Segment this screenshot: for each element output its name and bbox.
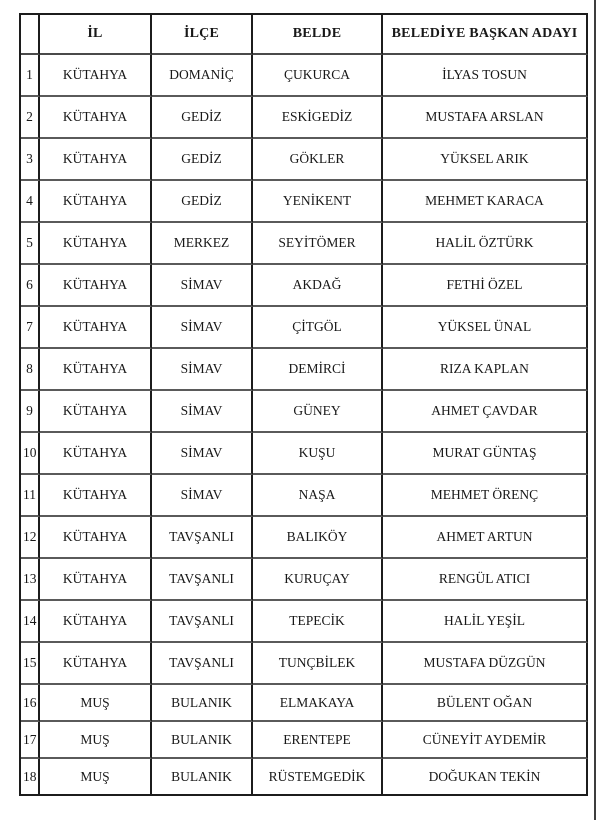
il-cell: KÜTAHYA [40,307,152,349]
candidate-cell: BÜLENT OĞAN [383,685,588,722]
belde-cell: NAŞA [253,475,383,517]
candidate-cell: HALİL YEŞİL [383,601,588,643]
table-row [21,265,588,307]
candidate-cell: DOĞUKAN TEKİN [383,759,588,796]
table-row [21,759,588,796]
row-number-cell: 5 [21,223,40,265]
ilce-cell: TAVŞANLI [152,559,253,601]
table-row [21,181,588,223]
il-cell: KÜTAHYA [40,139,152,181]
candidate-cell: MEHMET ÖRENÇ [383,475,588,517]
row-number-cell: 6 [21,265,40,307]
il-cell: KÜTAHYA [40,265,152,307]
ilce-cell: TAVŞANLI [152,643,253,685]
table-body [21,55,588,796]
row-number-cell: 2 [21,97,40,139]
ilce-cell: SİMAV [152,391,253,433]
ilce-cell: SİMAV [152,433,253,475]
ilce-cell: SİMAV [152,349,253,391]
il-cell: MUŞ [40,722,152,759]
candidate-cell: İLYAS TOSUN [383,55,588,97]
table-row [21,97,588,139]
row-number-cell: 10 [21,433,40,475]
il-cell: KÜTAHYA [40,181,152,223]
table-row [21,601,588,643]
col-header-il: İL [40,15,152,55]
candidate-cell: MEHMET KARACA [383,181,588,223]
table-row [21,433,588,475]
candidate-cell: MUSTAFA ARSLAN [383,97,588,139]
ilce-cell: SİMAV [152,265,253,307]
row-number-cell: 8 [21,349,40,391]
belde-cell: TUNÇBİLEK [253,643,383,685]
il-cell: KÜTAHYA [40,349,152,391]
table-row [21,475,588,517]
candidate-cell: RIZA KAPLAN [383,349,588,391]
row-number-cell: 9 [21,391,40,433]
table-header-row [21,15,588,55]
belde-cell: DEMİRCİ [253,349,383,391]
col-header-belde: BELDE [253,15,383,55]
il-cell: KÜTAHYA [40,517,152,559]
table-row [21,391,588,433]
il-cell: MUŞ [40,759,152,796]
il-cell: KÜTAHYA [40,55,152,97]
ilce-cell: SİMAV [152,307,253,349]
candidates-table [19,13,588,796]
row-number-cell: 7 [21,307,40,349]
il-cell: KÜTAHYA [40,601,152,643]
candidate-cell: YÜKSEL ÜNAL [383,307,588,349]
row-number-cell: 15 [21,643,40,685]
table-row [21,307,588,349]
candidate-cell: YÜKSEL ARIK [383,139,588,181]
table-row [21,55,588,97]
candidate-cell: AHMET ARTUN [383,517,588,559]
row-number-cell: 12 [21,517,40,559]
candidate-cell: AHMET ÇAVDAR [383,391,588,433]
belde-cell: ERENTEPE [253,722,383,759]
table-row [21,643,588,685]
row-number-cell: 1 [21,55,40,97]
row-number-cell: 3 [21,139,40,181]
il-cell: MUŞ [40,685,152,722]
ilce-cell: GEDİZ [152,181,253,223]
belde-cell: ÇİTGÖL [253,307,383,349]
ilce-cell: GEDİZ [152,97,253,139]
belde-cell: RÜSTEMGEDİK [253,759,383,796]
il-cell: KÜTAHYA [40,475,152,517]
il-cell: KÜTAHYA [40,223,152,265]
row-number-cell: 17 [21,722,40,759]
table-row [21,517,588,559]
table-row [21,685,588,722]
candidate-cell: CÜNEYİT AYDEMİR [383,722,588,759]
candidate-cell: MUSTAFA DÜZGÜN [383,643,588,685]
row-number-cell: 11 [21,475,40,517]
il-cell: KÜTAHYA [40,391,152,433]
belde-cell: GÖKLER [253,139,383,181]
row-number-cell: 4 [21,181,40,223]
ilce-cell: BULANIK [152,722,253,759]
belde-cell: KUŞU [253,433,383,475]
row-number-cell: 13 [21,559,40,601]
ilce-cell: BULANIK [152,685,253,722]
table-row [21,223,588,265]
candidate-cell: MURAT GÜNTAŞ [383,433,588,475]
table-row [21,349,588,391]
belde-cell: ESKİGEDİZ [253,97,383,139]
belde-cell: GÜNEY [253,391,383,433]
row-number-cell: 18 [21,759,40,796]
col-header-candidate: BELEDİYE BAŞKAN ADAYI [383,15,588,55]
ilce-cell: SİMAV [152,475,253,517]
candidate-cell: HALİL ÖZTÜRK [383,223,588,265]
ilce-cell: BULANIK [152,759,253,796]
belde-cell: ÇUKURCA [253,55,383,97]
candidate-cell: RENGÜL ATICI [383,559,588,601]
row-number-cell: 14 [21,601,40,643]
belde-cell: AKDAĞ [253,265,383,307]
il-cell: KÜTAHYA [40,643,152,685]
ilce-cell: MERKEZ [152,223,253,265]
ilce-cell: TAVŞANLI [152,517,253,559]
belde-cell: ELMAKAYA [253,685,383,722]
ilce-cell: TAVŞANLI [152,601,253,643]
col-header-ilce: İLÇE [152,15,253,55]
col-header-row-number [21,15,40,55]
belde-cell: BALIKÖY [253,517,383,559]
il-cell: KÜTAHYA [40,433,152,475]
page-edge-line [594,0,596,820]
row-number-cell: 16 [21,685,40,722]
il-cell: KÜTAHYA [40,97,152,139]
belde-cell: TEPECİK [253,601,383,643]
table-row [21,559,588,601]
il-cell: KÜTAHYA [40,559,152,601]
belde-cell: KURUÇAY [253,559,383,601]
belde-cell: YENİKENT [253,181,383,223]
ilce-cell: DOMANİÇ [152,55,253,97]
table-row [21,139,588,181]
ilce-cell: GEDİZ [152,139,253,181]
belde-cell: SEYİTÖMER [253,223,383,265]
table-row [21,722,588,759]
candidate-cell: FETHİ ÖZEL [383,265,588,307]
